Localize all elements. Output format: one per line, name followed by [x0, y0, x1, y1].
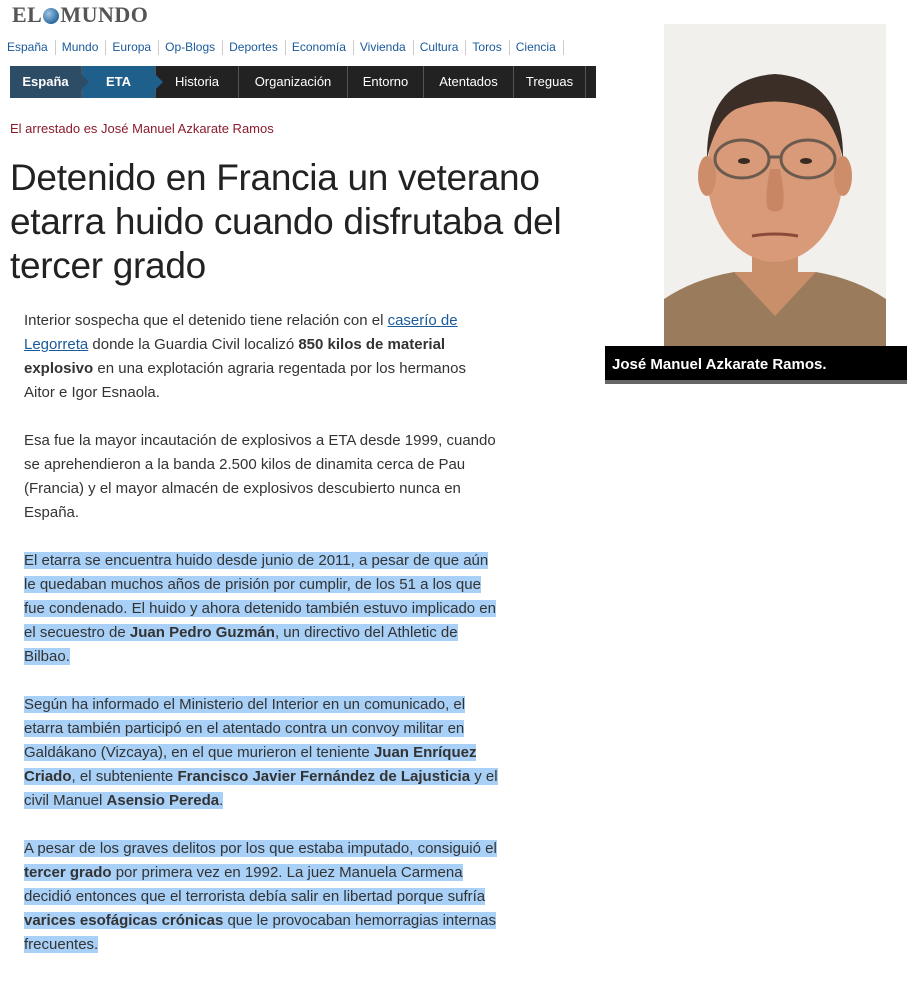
- p5-text-c: que le provocaban hemorragias internas frecuentes.: [24, 912, 496, 953]
- tab-eta[interactable]: ETA: [82, 66, 156, 98]
- p3-text-a: El etarra se encuentra huido desde junio de 2011, a pesar de que aún le quedaban muchos años de prisión por cumplir, de los 51 a los que fue condenado. El huido y ahora detenido también estuvo implicado en el secuestro de: [24, 552, 496, 641]
- logo-text-el: EL: [12, 2, 43, 27]
- el-mundo-logo[interactable]: [12, 2, 148, 28]
- article-body: [24, 309, 498, 981]
- article-headline: Detenido en Francia un veterano etarra huido cuando disfrutaba del tercer grado: [10, 157, 562, 286]
- section-link-economia[interactable]: Economía: [291, 40, 354, 55]
- tab-historia[interactable]: Historia: [156, 66, 239, 98]
- section-link-cultura[interactable]: Cultura: [419, 40, 467, 55]
- section-link-vivienda[interactable]: Vivienda: [359, 40, 414, 55]
- suspect-photo[interactable]: [664, 24, 886, 348]
- article-kicker: El arrestado es José Manuel Azkarate Ramos: [10, 121, 274, 136]
- p4-text-d: .: [219, 792, 224, 809]
- p3-text-b: , un directivo del Athletic de Bilbao.: [24, 624, 458, 665]
- section-nav: [6, 40, 569, 55]
- section-link-ciencia[interactable]: Ciencia: [515, 40, 564, 55]
- p4-text-b: , el subteniente: [71, 768, 178, 785]
- logo-text-mundo: MUNDO: [60, 2, 149, 27]
- globe-icon: [43, 8, 59, 24]
- tab-atentados[interactable]: Atentados: [424, 66, 514, 98]
- section-link-toros[interactable]: Toros: [471, 40, 509, 55]
- tab-treguas[interactable]: Treguas: [514, 66, 586, 98]
- section-link-mundo[interactable]: Mundo: [61, 40, 107, 55]
- paragraph-2: Esa fue la mayor incautación de explosivos a ETA desde 1999, cuando se aprehendieron a la banda 2.500 kilos de dinamita cerca de Pau (Francia) y el mayor almacén de explosivos descubierto nunca en España.: [24, 432, 496, 521]
- p5-text-a: A pesar de los graves delitos por los que estaba imputado, consiguió el: [24, 840, 497, 857]
- paragraph-5: [24, 837, 498, 957]
- p5-bold-2: varices esofágicas crónicas: [24, 912, 224, 929]
- tab-espana[interactable]: España: [10, 66, 82, 98]
- p4-bold-3: Asensio Pereda: [106, 792, 220, 809]
- p5-text-b: por primera vez en 1992. La juez Manuela Carmena decidió entonces que el terrorista debía salir en libertad porque sufría: [24, 864, 486, 905]
- paragraph-3: [24, 549, 498, 669]
- p1-text-c: en una explotación agraria regentada por los hermanos Aitor e Igor Esnaola.: [24, 360, 466, 401]
- section-link-espana[interactable]: España: [6, 40, 56, 55]
- p4-bold-2: Francisco Javier Fernández de Lajusticia: [177, 768, 471, 785]
- legorreta-link[interactable]: caserío de Legorreta: [24, 312, 458, 353]
- tab-entorno[interactable]: Entorno: [348, 66, 424, 98]
- topic-tabs: [10, 66, 596, 98]
- paragraph-1: [24, 309, 498, 405]
- section-link-europa[interactable]: Europa: [111, 40, 159, 55]
- p1-text-a: Interior sospecha que el detenido tiene relación con el: [24, 312, 388, 329]
- paragraph-4: [24, 693, 498, 813]
- portrait-illustration: [664, 24, 886, 348]
- p4-text-c: y el civil Manuel: [24, 768, 498, 809]
- photo-caption: José Manuel Azkarate Ramos.: [605, 346, 907, 384]
- p1-bold: 850 kilos de material explosivo: [24, 336, 446, 377]
- p5-bold-1: tercer grado: [24, 864, 112, 881]
- section-link-deportes[interactable]: Deportes: [228, 40, 286, 55]
- p1-text-b: donde la Guardia Civil localizó: [88, 336, 299, 353]
- tab-organizacion[interactable]: Organización: [239, 66, 348, 98]
- p3-bold: Juan Pedro Guzmán: [129, 624, 275, 641]
- p4-text-a: Según ha informado el Ministerio del Interior en un comunicado, el etarra también participó en el atentado contra un convoy militar en Galdákano (Vizcaya), en el que murieron el teniente: [24, 696, 466, 761]
- p4-bold-1: Juan Enríquez Criado: [24, 744, 477, 785]
- section-link-op-blogs[interactable]: Op-Blogs: [164, 40, 223, 55]
